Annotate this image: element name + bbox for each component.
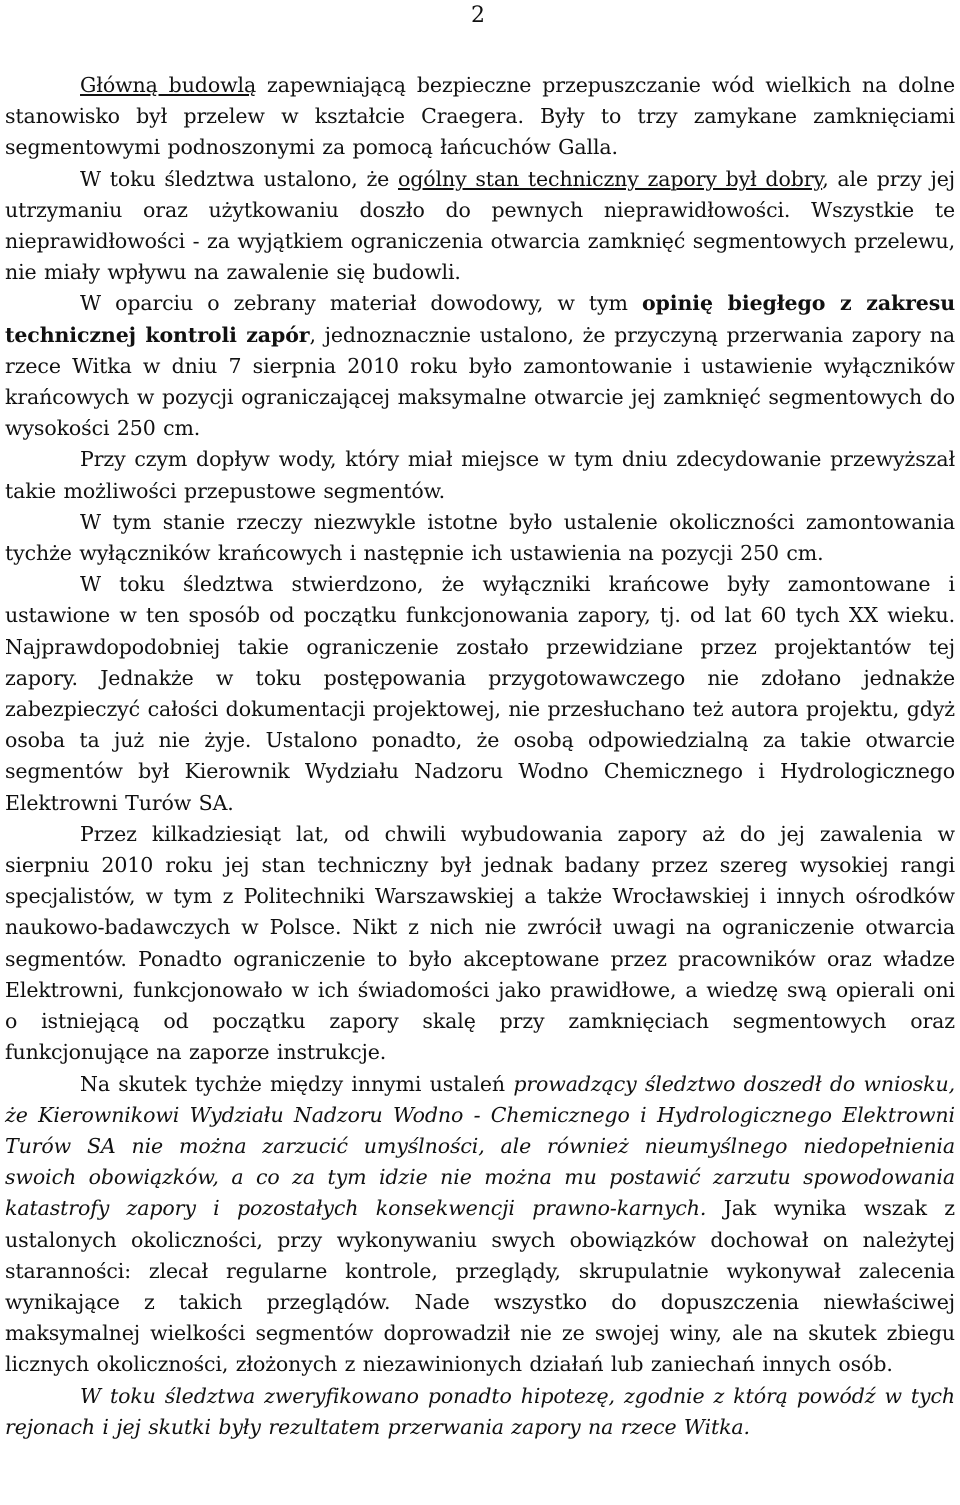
text-run: W tym stanie rzeczy niezwykle istotne było ustalenie okoliczności zamontowania tychże wyłączników krańcowych i następnie ich ustawienia na pozycji 250 cm. xyxy=(5,509,955,566)
text-run: Na skutek tychże między innymi ustaleń xyxy=(80,1071,514,1096)
paragraph-3 xyxy=(5,288,955,444)
text-run: W toku śledztwa zweryfikowano ponadto hipotezę, zgodnie z którą powódź w tych rejonach i jej skutki były rezultatem przerwania zapory na rzece Witka. xyxy=(5,1383,955,1439)
text-run: , jednoznacznie ustalono, że przyczyną przerwania zapory na rzece Witka w dniu 7 sierpnia 2010 roku było zamontowanie i ustawienie wyłączników krańcowych w pozycji ograniczającej maksymalne otwarcie jej zamknięć segmentowych do wysokości 250 cm. xyxy=(5,322,955,441)
text-run: Przy czym dopływ wody, który miał miejsce w tym dniu zdecydowanie przewyższał takie możliwości przepustowe segmentów. xyxy=(5,447,955,503)
paragraph-2 xyxy=(5,164,955,289)
paragraph-7 xyxy=(5,819,955,1069)
paragraph-6 xyxy=(5,569,955,819)
text-run: Jak wynika wszak z ustalonych okoliczności, przy wykonywaniu swych obowiązków dochował on należytej staranności: zlecał regularne kontrole, przeglądy, skrupulatnie wykonywał zalecenia wynikające z takich przeglądów. Nade wszystko do dopuszczenia niewłaściwej maksymalnej wielkości segmentów doprowadził nie ze swojej winy, ale na skutek zbiegu licznych okoliczności, złożonych z niezawinionych działań lub zaniechań innych osób. xyxy=(5,1196,955,1377)
paragraph-4 xyxy=(5,444,955,506)
text-run: zapewniającą bezpieczne przepuszczanie wód wielkich na dolne stanowisko był przelew w kształcie Craegera. Były to trzy zamykane zamknięciami segmentowymi podnoszonymi za pomocą łańcuchów Galla. xyxy=(5,73,955,160)
text-run: W toku śledztwa ustalono, że xyxy=(80,166,398,191)
text-run: , ale przy jej utrzymaniu oraz użytkowaniu doszło do pewnych nieprawidłowości. Wszystkie te nieprawidłowości - za wyjątkiem ograniczenia otwarcia zamknięć segmentowych przelewu, nie miały wpływu na zawalenie się budowli. xyxy=(5,166,956,285)
paragraph-1 xyxy=(5,70,955,164)
text-run: W oparciu o zebrany materiał dowodowy, w tym xyxy=(80,291,642,316)
text-run: Przez kilkadziesiąt lat, od chwili wybudowania zapory aż do jej zawalenia w sierpniu 2010 roku jej stan techniczny był jednak badany przez szereg wysokiej rangi specjalistów, w tym z Politechniki Warszawskiej a także Wrocławskiej i innych ośrodków naukowo-badawczych w Polsce. Nikt z nich nie zwrócił uwagi na ograniczenie otwarcia segmentów. Ponadto ograniczenie to było akceptowane przez pracowników oraz władze Elektrowni, funkcjonowało w ich świadomości jako prawidłowe, a wiedzę swą opierali oni o istniejącą od początku zapory skalę przy zamknięciach segmentowych oraz funkcjonujące na zaporze instrukcje. xyxy=(5,821,955,1065)
paragraph-8 xyxy=(5,1069,955,1381)
text-run: Główną budowlą xyxy=(80,73,257,97)
paragraph-5 xyxy=(5,507,955,569)
text-run: ogólny stan techniczny zapory był dobry xyxy=(398,166,823,191)
paragraph-9 xyxy=(5,1381,955,1443)
page-number: 2 xyxy=(471,3,485,28)
text-run: W toku śledztwa stwierdzono, że wyłączniki krańcowe były zamontowane i ustawione w ten sposób od początku funkcjonowania zapory, tj. od lat 60 tych XX wieku. Najprawdopodobniej takie ograniczenie zostało przewidziane przez projektantów tej zapory. Jednakże w toku postępowania przygotowawczego nie zdołano jednakże zabezpieczyć całości dokumentacji projektowej, nie przesłuchano też autora projektu, gdyż osoba ta już nie żyje. Ustalono ponadto, że osobą odpowiedzialną za takie otwarcie segmentów był Kierownik Wydziału Nadzoru Wodno Chemicznego i Hydrologicznego Elektrowni Turów SA. xyxy=(5,572,955,815)
document-body xyxy=(5,70,955,1443)
text-run: opinię biegłego z zakresu technicznej kontroli zapór xyxy=(5,291,955,347)
text-run: prowadzący śledztwo doszedł do wniosku, że Kierownikowi Wydziału Nadzoru Wodno - Chemicznego i Hydrologicznego Elektrowni Turów SA nie można zarzucić umyślności, ale również nieumyślnego niedopełnienia swoich obowiązków, a co za tym idzie nie można mu postawić zarzutu spowodowania katastrofy zapory i pozostałych konsekwencji prawno-karnych. xyxy=(5,1071,955,1221)
